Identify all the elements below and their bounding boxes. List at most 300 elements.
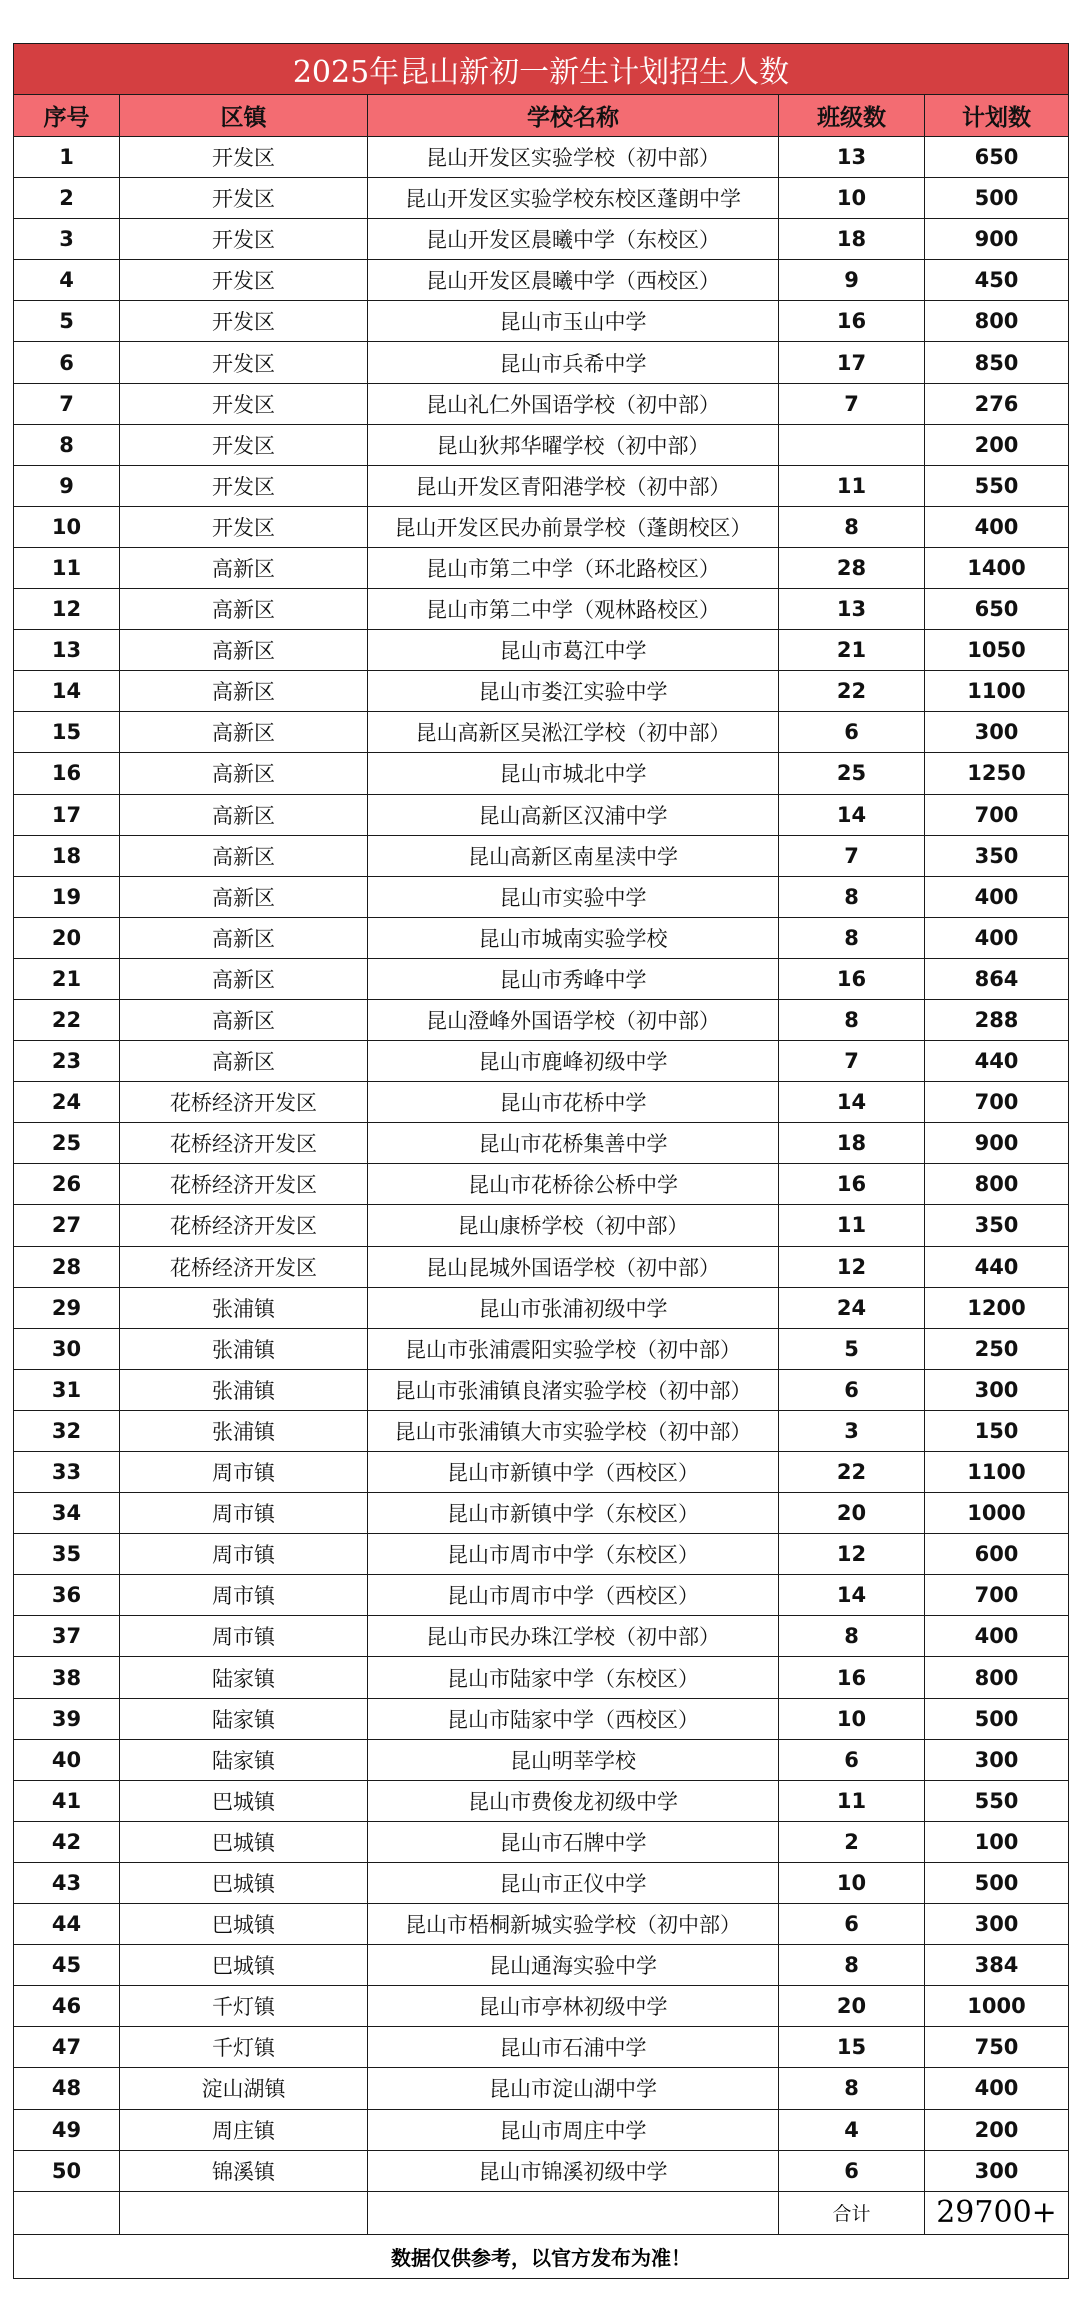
cell-planned: 800 xyxy=(925,1657,1069,1698)
table-row xyxy=(14,1739,1069,1780)
cell-planned: 1000 xyxy=(925,1493,1069,1534)
cell-classes: 8 xyxy=(779,999,925,1040)
cell-classes: 14 xyxy=(779,1575,925,1616)
cell-planned: 100 xyxy=(925,1821,1069,1862)
cell-district: 高新区 xyxy=(120,1041,368,1082)
table-row xyxy=(14,1904,1069,1945)
cell-district: 周市镇 xyxy=(120,1493,368,1534)
cell-district: 巴城镇 xyxy=(120,1821,368,1862)
cell-planned: 1000 xyxy=(925,1986,1069,2027)
cell-planned: 1250 xyxy=(925,753,1069,794)
cell-no: 31 xyxy=(14,1369,120,1410)
cell-no: 34 xyxy=(14,1493,120,1534)
cell-classes: 16 xyxy=(779,958,925,999)
cell-no: 4 xyxy=(14,260,120,301)
table-row xyxy=(14,753,1069,794)
cell-planned: 300 xyxy=(925,1739,1069,1780)
cell-district: 开发区 xyxy=(120,301,368,342)
cell-classes: 7 xyxy=(779,835,925,876)
table-row xyxy=(14,1452,1069,1493)
cell-planned: 800 xyxy=(925,1164,1069,1205)
cell-no: 45 xyxy=(14,1945,120,1986)
cell-school: 昆山市费俊龙初级中学 xyxy=(368,1780,779,1821)
total-empty-cell xyxy=(368,2191,779,2234)
cell-classes: 8 xyxy=(779,1945,925,1986)
cell-classes: 18 xyxy=(779,219,925,260)
cell-school: 昆山市实验中学 xyxy=(368,876,779,917)
cell-school: 昆山市梧桐新城实验学校（初中部） xyxy=(368,1904,779,1945)
cell-school: 昆山明莘学校 xyxy=(368,1739,779,1780)
cell-classes: 8 xyxy=(779,2068,925,2109)
cell-district: 张浦镇 xyxy=(120,1328,368,1369)
cell-school: 昆山狄邦华曜学校（初中部） xyxy=(368,424,779,465)
cell-district: 高新区 xyxy=(120,876,368,917)
cell-planned: 300 xyxy=(925,1369,1069,1410)
cell-no: 39 xyxy=(14,1698,120,1739)
cell-classes: 12 xyxy=(779,1534,925,1575)
cell-school: 昆山市锦溪初级中学 xyxy=(368,2150,779,2191)
cell-school: 昆山市亭林初级中学 xyxy=(368,1986,779,2027)
table-row xyxy=(14,876,1069,917)
total-label: 合计 xyxy=(779,2191,925,2234)
cell-school: 昆山市民办珠江学校（初中部） xyxy=(368,1616,779,1657)
cell-planned: 550 xyxy=(925,1780,1069,1821)
cell-classes: 13 xyxy=(779,589,925,630)
cell-school: 昆山高新区汉浦中学 xyxy=(368,794,779,835)
cell-district: 开发区 xyxy=(120,424,368,465)
table-row xyxy=(14,835,1069,876)
table-row xyxy=(14,1780,1069,1821)
cell-district: 高新区 xyxy=(120,794,368,835)
cell-no: 29 xyxy=(14,1287,120,1328)
cell-no: 24 xyxy=(14,1082,120,1123)
cell-classes: 20 xyxy=(779,1986,925,2027)
cell-classes: 6 xyxy=(779,1904,925,1945)
cell-no: 27 xyxy=(14,1205,120,1246)
header-district: 区镇 xyxy=(120,95,368,137)
cell-no: 32 xyxy=(14,1410,120,1451)
cell-school: 昆山市城北中学 xyxy=(368,753,779,794)
table-row xyxy=(14,2150,1069,2191)
cell-no: 40 xyxy=(14,1739,120,1780)
cell-classes: 21 xyxy=(779,630,925,671)
table-row xyxy=(14,671,1069,712)
cell-no: 16 xyxy=(14,753,120,794)
table-row xyxy=(14,2109,1069,2150)
cell-no: 12 xyxy=(14,589,120,630)
cell-district: 花桥经济开发区 xyxy=(120,1246,368,1287)
cell-no: 13 xyxy=(14,630,120,671)
cell-classes: 2 xyxy=(779,1821,925,1862)
cell-school: 昆山市张浦镇大市实验学校（初中部） xyxy=(368,1410,779,1451)
cell-school: 昆山市城南实验学校 xyxy=(368,917,779,958)
cell-classes: 6 xyxy=(779,712,925,753)
table-row xyxy=(14,178,1069,219)
cell-planned: 250 xyxy=(925,1328,1069,1369)
total-empty-cell xyxy=(14,2191,120,2234)
cell-district: 淀山湖镇 xyxy=(120,2068,368,2109)
cell-district: 高新区 xyxy=(120,917,368,958)
cell-no: 2 xyxy=(14,178,120,219)
cell-planned: 1400 xyxy=(925,547,1069,588)
table-row xyxy=(14,1205,1069,1246)
cell-classes: 9 xyxy=(779,260,925,301)
table-row xyxy=(14,342,1069,383)
cell-school: 昆山市陆家中学（西校区） xyxy=(368,1698,779,1739)
cell-no: 42 xyxy=(14,1821,120,1862)
cell-district: 陆家镇 xyxy=(120,1698,368,1739)
cell-planned: 400 xyxy=(925,876,1069,917)
cell-classes: 3 xyxy=(779,1410,925,1451)
cell-district: 张浦镇 xyxy=(120,1369,368,1410)
cell-school: 昆山市新镇中学（西校区） xyxy=(368,1452,779,1493)
cell-planned: 440 xyxy=(925,1246,1069,1287)
cell-school: 昆山市石浦中学 xyxy=(368,2027,779,2068)
cell-school: 昆山市陆家中学（东校区） xyxy=(368,1657,779,1698)
header-row xyxy=(14,95,1069,137)
cell-school: 昆山市石牌中学 xyxy=(368,1821,779,1862)
cell-no: 49 xyxy=(14,2109,120,2150)
cell-school: 昆山市兵希中学 xyxy=(368,342,779,383)
cell-planned: 700 xyxy=(925,1082,1069,1123)
table-row xyxy=(14,1369,1069,1410)
table-row xyxy=(14,1410,1069,1451)
cell-classes: 8 xyxy=(779,1616,925,1657)
cell-planned: 700 xyxy=(925,794,1069,835)
cell-classes: 16 xyxy=(779,301,925,342)
cell-planned: 288 xyxy=(925,999,1069,1040)
table-row xyxy=(14,137,1069,178)
cell-school: 昆山开发区实验学校东校区蓬朗中学 xyxy=(368,178,779,219)
cell-planned: 200 xyxy=(925,424,1069,465)
table-row xyxy=(14,794,1069,835)
cell-school: 昆山市第二中学（观林路校区） xyxy=(368,589,779,630)
header-school: 学校名称 xyxy=(368,95,779,137)
table-title: 2025年昆山新初一新生计划招生人数 xyxy=(14,44,1069,95)
cell-no: 33 xyxy=(14,1452,120,1493)
cell-planned: 150 xyxy=(925,1410,1069,1451)
table-row xyxy=(14,1862,1069,1903)
cell-school: 昆山市张浦初级中学 xyxy=(368,1287,779,1328)
cell-planned: 650 xyxy=(925,137,1069,178)
cell-school: 昆山市周市中学（东校区） xyxy=(368,1534,779,1575)
cell-classes: 6 xyxy=(779,1739,925,1780)
cell-school: 昆山市秀峰中学 xyxy=(368,958,779,999)
cell-district: 千灯镇 xyxy=(120,1986,368,2027)
cell-classes: 14 xyxy=(779,1082,925,1123)
table-row xyxy=(14,1123,1069,1164)
cell-district: 高新区 xyxy=(120,999,368,1040)
total-value: 29700+ xyxy=(925,2191,1069,2234)
table-row xyxy=(14,1821,1069,1862)
table-row xyxy=(14,1616,1069,1657)
cell-school: 昆山市玉山中学 xyxy=(368,301,779,342)
header-classes: 班级数 xyxy=(779,95,925,137)
table-row xyxy=(14,1287,1069,1328)
cell-district: 巴城镇 xyxy=(120,1904,368,1945)
cell-no: 10 xyxy=(14,506,120,547)
cell-district: 开发区 xyxy=(120,260,368,301)
table-row xyxy=(14,1534,1069,1575)
cell-planned: 1100 xyxy=(925,1452,1069,1493)
cell-district: 开发区 xyxy=(120,178,368,219)
cell-no: 5 xyxy=(14,301,120,342)
cell-no: 20 xyxy=(14,917,120,958)
cell-district: 高新区 xyxy=(120,547,368,588)
cell-no: 15 xyxy=(14,712,120,753)
cell-no: 26 xyxy=(14,1164,120,1205)
table-row xyxy=(14,424,1069,465)
cell-no: 41 xyxy=(14,1780,120,1821)
cell-no: 23 xyxy=(14,1041,120,1082)
cell-school: 昆山开发区晨曦中学（东校区） xyxy=(368,219,779,260)
cell-planned: 300 xyxy=(925,2150,1069,2191)
table-row xyxy=(14,958,1069,999)
cell-classes: 20 xyxy=(779,1493,925,1534)
cell-no: 50 xyxy=(14,2150,120,2191)
header-no: 序号 xyxy=(14,95,120,137)
table-row xyxy=(14,260,1069,301)
cell-planned: 276 xyxy=(925,383,1069,424)
cell-district: 周市镇 xyxy=(120,1616,368,1657)
cell-planned: 300 xyxy=(925,712,1069,753)
cell-planned: 550 xyxy=(925,465,1069,506)
cell-no: 21 xyxy=(14,958,120,999)
cell-classes: 10 xyxy=(779,178,925,219)
cell-planned: 800 xyxy=(925,301,1069,342)
cell-no: 30 xyxy=(14,1328,120,1369)
cell-classes: 11 xyxy=(779,1780,925,1821)
cell-classes: 8 xyxy=(779,876,925,917)
cell-planned: 400 xyxy=(925,2068,1069,2109)
table-row xyxy=(14,1328,1069,1369)
cell-classes: 7 xyxy=(779,1041,925,1082)
cell-school: 昆山澄峰外国语学校（初中部） xyxy=(368,999,779,1040)
cell-no: 48 xyxy=(14,2068,120,2109)
cell-school: 昆山市花桥集善中学 xyxy=(368,1123,779,1164)
cell-no: 7 xyxy=(14,383,120,424)
header-planned: 计划数 xyxy=(925,95,1069,137)
cell-district: 周市镇 xyxy=(120,1575,368,1616)
cell-planned: 440 xyxy=(925,1041,1069,1082)
cell-classes: 13 xyxy=(779,137,925,178)
cell-planned: 384 xyxy=(925,1945,1069,1986)
cell-classes: 22 xyxy=(779,671,925,712)
cell-classes: 10 xyxy=(779,1698,925,1739)
cell-planned: 1200 xyxy=(925,1287,1069,1328)
cell-planned: 1050 xyxy=(925,630,1069,671)
cell-no: 47 xyxy=(14,2027,120,2068)
enrollment-sheet xyxy=(13,43,1069,2279)
cell-district: 张浦镇 xyxy=(120,1287,368,1328)
cell-district: 花桥经济开发区 xyxy=(120,1164,368,1205)
cell-district: 花桥经济开发区 xyxy=(120,1205,368,1246)
cell-district: 张浦镇 xyxy=(120,1410,368,1451)
cell-school: 昆山高新区南星渎中学 xyxy=(368,835,779,876)
cell-classes: 11 xyxy=(779,1205,925,1246)
cell-school: 昆山市周庄中学 xyxy=(368,2109,779,2150)
table-row xyxy=(14,1493,1069,1534)
cell-no: 46 xyxy=(14,1986,120,2027)
cell-district: 花桥经济开发区 xyxy=(120,1082,368,1123)
cell-no: 8 xyxy=(14,424,120,465)
table-row xyxy=(14,589,1069,630)
cell-school: 昆山市第二中学（环北路校区） xyxy=(368,547,779,588)
cell-classes: 28 xyxy=(779,547,925,588)
table-row xyxy=(14,2027,1069,2068)
cell-district: 千灯镇 xyxy=(120,2027,368,2068)
cell-classes: 17 xyxy=(779,342,925,383)
table-row xyxy=(14,1575,1069,1616)
cell-planned: 900 xyxy=(925,219,1069,260)
cell-planned: 400 xyxy=(925,1616,1069,1657)
cell-school: 昆山市葛江中学 xyxy=(368,630,779,671)
cell-no: 3 xyxy=(14,219,120,260)
cell-planned: 1100 xyxy=(925,671,1069,712)
cell-classes: 4 xyxy=(779,2109,925,2150)
table-row xyxy=(14,1164,1069,1205)
table-row xyxy=(14,465,1069,506)
cell-school: 昆山开发区实验学校（初中部） xyxy=(368,137,779,178)
cell-district: 周庄镇 xyxy=(120,2109,368,2150)
cell-classes: 6 xyxy=(779,2150,925,2191)
table-row xyxy=(14,1986,1069,2027)
table-body xyxy=(14,137,1069,2192)
cell-planned: 350 xyxy=(925,1205,1069,1246)
cell-district: 花桥经济开发区 xyxy=(120,1123,368,1164)
table-row xyxy=(14,1657,1069,1698)
cell-school: 昆山开发区晨曦中学（西校区） xyxy=(368,260,779,301)
cell-district: 巴城镇 xyxy=(120,1862,368,1903)
cell-classes: 16 xyxy=(779,1657,925,1698)
table-row xyxy=(14,999,1069,1040)
cell-district: 开发区 xyxy=(120,465,368,506)
cell-school: 昆山市新镇中学（东校区） xyxy=(368,1493,779,1534)
total-empty-cell xyxy=(120,2191,368,2234)
table-row xyxy=(14,1246,1069,1287)
cell-classes: 7 xyxy=(779,383,925,424)
cell-school: 昆山礼仁外国语学校（初中部） xyxy=(368,383,779,424)
table-row xyxy=(14,1082,1069,1123)
cell-planned: 500 xyxy=(925,1862,1069,1903)
cell-district: 开发区 xyxy=(120,137,368,178)
cell-classes: 14 xyxy=(779,794,925,835)
cell-planned: 750 xyxy=(925,2027,1069,2068)
table-row xyxy=(14,712,1069,753)
cell-district: 陆家镇 xyxy=(120,1657,368,1698)
cell-district: 开发区 xyxy=(120,506,368,547)
cell-classes: 12 xyxy=(779,1246,925,1287)
cell-school: 昆山通海实验中学 xyxy=(368,1945,779,1986)
table-row xyxy=(14,2068,1069,2109)
cell-district: 开发区 xyxy=(120,219,368,260)
cell-planned: 350 xyxy=(925,835,1069,876)
cell-no: 36 xyxy=(14,1575,120,1616)
cell-classes: 18 xyxy=(779,1123,925,1164)
cell-school: 昆山市正仪中学 xyxy=(368,1862,779,1903)
cell-planned: 650 xyxy=(925,589,1069,630)
enrollment-table xyxy=(13,43,1069,2279)
table-row xyxy=(14,1945,1069,1986)
cell-no: 14 xyxy=(14,671,120,712)
cell-planned: 400 xyxy=(925,917,1069,958)
cell-no: 38 xyxy=(14,1657,120,1698)
cell-no: 11 xyxy=(14,547,120,588)
cell-district: 开发区 xyxy=(120,383,368,424)
table-row xyxy=(14,301,1069,342)
cell-district: 陆家镇 xyxy=(120,1739,368,1780)
cell-no: 19 xyxy=(14,876,120,917)
cell-district: 锦溪镇 xyxy=(120,2150,368,2191)
table-row xyxy=(14,1698,1069,1739)
cell-school: 昆山昆城外国语学校（初中部） xyxy=(368,1246,779,1287)
cell-classes: 16 xyxy=(779,1164,925,1205)
cell-district: 高新区 xyxy=(120,589,368,630)
cell-school: 昆山市娄江实验中学 xyxy=(368,671,779,712)
cell-no: 1 xyxy=(14,137,120,178)
cell-planned: 500 xyxy=(925,178,1069,219)
cell-no: 35 xyxy=(14,1534,120,1575)
cell-classes: 15 xyxy=(779,2027,925,2068)
cell-no: 6 xyxy=(14,342,120,383)
table-row xyxy=(14,383,1069,424)
cell-classes: 8 xyxy=(779,506,925,547)
cell-classes: 10 xyxy=(779,1862,925,1903)
table-row xyxy=(14,630,1069,671)
cell-classes: 24 xyxy=(779,1287,925,1328)
table-row xyxy=(14,506,1069,547)
cell-district: 高新区 xyxy=(120,671,368,712)
cell-planned: 200 xyxy=(925,2109,1069,2150)
table-row xyxy=(14,219,1069,260)
cell-classes: 6 xyxy=(779,1369,925,1410)
cell-district: 高新区 xyxy=(120,958,368,999)
cell-no: 9 xyxy=(14,465,120,506)
cell-no: 37 xyxy=(14,1616,120,1657)
cell-planned: 450 xyxy=(925,260,1069,301)
cell-district: 高新区 xyxy=(120,712,368,753)
cell-planned: 700 xyxy=(925,1575,1069,1616)
cell-district: 高新区 xyxy=(120,835,368,876)
cell-school: 昆山市张浦震阳实验学校（初中部） xyxy=(368,1328,779,1369)
cell-school: 昆山市周市中学（西校区） xyxy=(368,1575,779,1616)
cell-planned: 500 xyxy=(925,1698,1069,1739)
table-row xyxy=(14,917,1069,958)
cell-planned: 864 xyxy=(925,958,1069,999)
cell-no: 17 xyxy=(14,794,120,835)
cell-classes: 11 xyxy=(779,465,925,506)
cell-planned: 900 xyxy=(925,1123,1069,1164)
table-row xyxy=(14,547,1069,588)
cell-no: 28 xyxy=(14,1246,120,1287)
cell-school: 昆山市淀山湖中学 xyxy=(368,2068,779,2109)
cell-school: 昆山康桥学校（初中部） xyxy=(368,1205,779,1246)
cell-no: 25 xyxy=(14,1123,120,1164)
cell-classes xyxy=(779,424,925,465)
cell-school: 昆山开发区青阳港学校（初中部） xyxy=(368,465,779,506)
footer-note: 数据仅供参考，以官方发布为准！ xyxy=(14,2234,1069,2278)
cell-district: 周市镇 xyxy=(120,1534,368,1575)
cell-classes: 8 xyxy=(779,917,925,958)
cell-district: 周市镇 xyxy=(120,1452,368,1493)
cell-school: 昆山开发区民办前景学校（蓬朗校区） xyxy=(368,506,779,547)
cell-school: 昆山市鹿峰初级中学 xyxy=(368,1041,779,1082)
cell-classes: 25 xyxy=(779,753,925,794)
cell-no: 43 xyxy=(14,1862,120,1903)
cell-district: 开发区 xyxy=(120,342,368,383)
total-row xyxy=(14,2191,1069,2234)
cell-no: 18 xyxy=(14,835,120,876)
